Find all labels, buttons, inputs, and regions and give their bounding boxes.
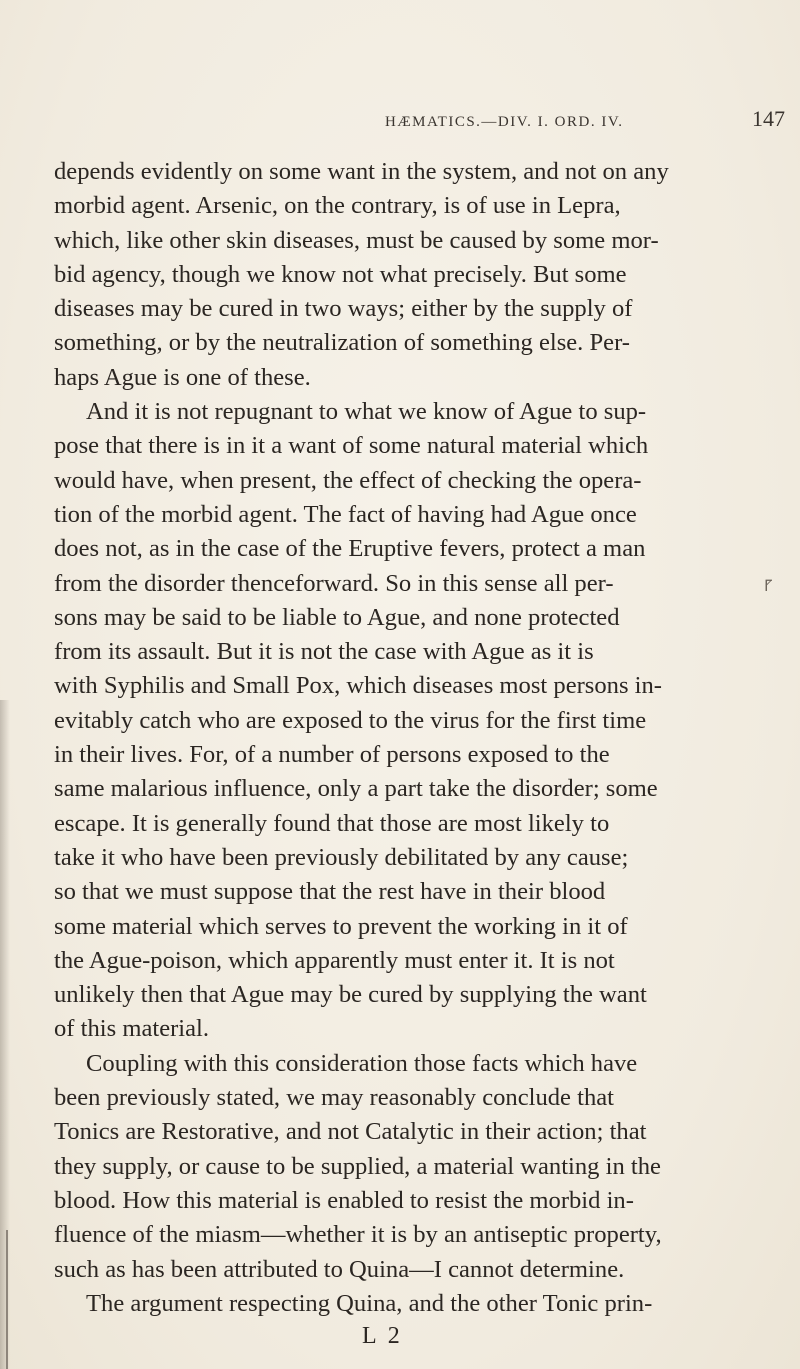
signature-mark: L 2 <box>362 1323 403 1350</box>
text-line: with Syphilis and Small Pox, which diseases most persons in- <box>54 672 662 700</box>
text-line: in their lives. For, of a number of persons exposed to the <box>54 741 610 769</box>
text-line: some material which serves to prevent the working in it of <box>54 912 628 940</box>
text-line: something, or by the neutralization of something else. Per- <box>54 329 630 357</box>
text-line: bid agency, though we know not what precisely. But some <box>54 260 627 288</box>
text-line: diseases may be cured in two ways; either by the supply of <box>54 295 633 323</box>
page-edge-shadow <box>0 700 10 1369</box>
text-line: pose that there is in it a want of some natural material which <box>54 432 649 460</box>
text-line: haps Ague is one of these. <box>54 363 311 391</box>
text-line: tion of the morbid agent. The fact of having had Ague once <box>54 500 637 528</box>
text-line: evitably catch who are exposed to the virus for the first time <box>54 706 647 734</box>
text-line: morbid agent. Arsenic, on the contrary, is of use in Lepra, <box>54 192 621 220</box>
text-line: same malarious influence, only a part take the disorder; some <box>54 775 658 803</box>
paragraph-start-line: Coupling with this consideration those facts which have <box>86 1049 638 1077</box>
text-line: Tonics are Restorative, and not Catalytic in their action; that <box>54 1118 647 1146</box>
text-line: been previously stated, we may reasonably conclude that <box>54 1084 615 1112</box>
page-number: 147 <box>752 106 785 131</box>
text-line: does not, as in the case of the Eruptive fevers, protect a man <box>54 535 646 563</box>
text-line: depends evidently on some want in the system, and not on any <box>54 158 669 185</box>
text-line: sons may be said to be liable to Ague, and none protected <box>54 603 620 631</box>
text-line: take it who have been previously debilitated by any cause; <box>54 843 629 871</box>
text-line: the Ague-poison, which apparently must enter it. It is not <box>54 946 615 974</box>
text-line: fluence of the miasm—whether it is by an antiseptic property, <box>54 1221 662 1249</box>
text-line: unlikely then that Ague may be cured by supplying the want <box>54 981 647 1009</box>
text-line: such as has been attributed to Quina—I cannot determine. <box>54 1255 625 1283</box>
paragraph-start-line: The argument respecting Quina, and the other Tonic prin- <box>86 1289 653 1317</box>
text-line: which, like other skin diseases, must be caused by some mor- <box>54 226 659 254</box>
text-line: from its assault. But it is not the case with Ague as it is <box>54 638 594 666</box>
text-line: so that we must suppose that the rest have in their blood <box>54 878 606 906</box>
text-line: they supply, or cause to be supplied, a material wanting in the <box>54 1152 661 1180</box>
body-text <box>54 155 754 1351</box>
paragraph-start-line: And it is not repugnant to what we know of Ague to sup- <box>86 398 647 426</box>
text-line: from the disorder thenceforward. So in this sense all per- <box>54 569 614 597</box>
text-line: of this material. <box>54 1015 210 1043</box>
page-edge-line <box>6 1230 8 1369</box>
stray-mark: ⹍ <box>764 578 773 595</box>
text-line: escape. It is generally found that those are most likely to <box>54 809 610 837</box>
running-title: HÆMATICS.—DIV. I. ORD. IV. <box>385 114 624 130</box>
text-line: would have, when present, the effect of checking the opera- <box>54 466 642 494</box>
text-line: blood. How this material is enabled to resist the morbid in- <box>54 1186 634 1214</box>
